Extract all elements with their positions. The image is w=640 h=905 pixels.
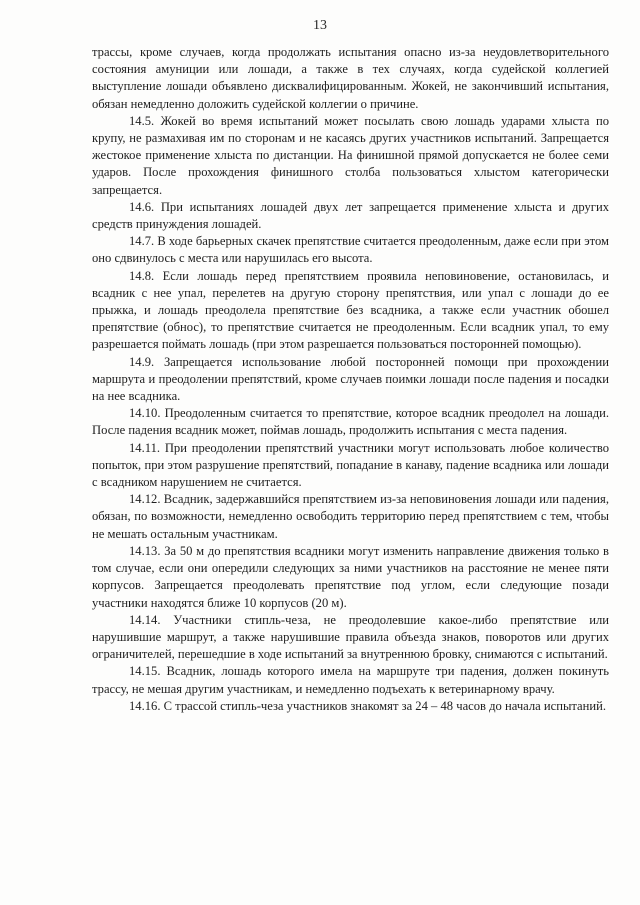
paragraph-14-10: 14.10. Преодоленным считается то препятствие, которое всадник преодолел на лошади. После падения всадник может, поймав лошадь, продолжить испытания с места падения.	[92, 406, 609, 438]
paragraph-14-9: 14.9. Запрещается использование любой посторонней помощи при прохождении маршрута и преодолении препятствий, кроме случаев поимки лошади после падения и посадки на нее всадника.	[92, 354, 609, 404]
paragraph-14-5: 14.5. Жокей во время испытаний может посылать свою лошадь ударами хлыста по крупу, не размахивая им по сторонам и не касаясь других участников испытаний. Запрещается жестокое применение хлыста по дистанции. На финишной прямой допускается не более семи ударов. После прохождения финишного столба пользоваться хлыстом категорически запрещается.	[92, 113, 609, 197]
paragraph-14-13: 14.13. За 50 м до препятствия всадники могут изменить направление движения только в том случае, если они опередили следующих за ними участников на расстояние не менее пяти корпусов. Запрещается преодолевать препятствие под углом, если следующие позади участники находятся ближе 10 корпусов (20 м).	[92, 543, 609, 610]
paragraph-14-6: 14.6. При испытаниях лошадей двух лет запрещается применение хлыста и других средств принуждения лошадей.	[92, 199, 609, 232]
paragraph-14-11: 14.11. При преодолении препятствий участники могут использовать любое количество попыток, при этом разрушение препятствий, попадание в канаву, падение всадника или лошади с всадником нарушением не считается.	[92, 440, 609, 490]
paragraph-continuation: трассы, кроме случаев, когда продолжать испытания опасно из-за неудовлетворительного состояния амуниции или лошади, а также в тех случаях, когда судейской коллегией выступление лошади объявлено дисквалифицированным. Жокей, не закончивший испытания, обязан немедленно доложить судейской коллегии о причине.	[92, 45, 609, 111]
body-text	[92, 44, 609, 715]
paragraph-14-16: 14.16. С трассой стипль-чеза участников знакомят за 24 – 48 часов до начала испытаний.	[129, 698, 607, 713]
paragraph-14-7: 14.7. В ходе барьерных скачек препятствие считается преодоленным, даже если при этом оно сдвинулось с места или нарушилась его высота.	[92, 234, 609, 266]
paragraph-14-8: 14.8. Если лошадь перед препятствием проявила неповиновение, остановилась, и всадник с нее упал, перелетев на другую сторону препятствия, или упал с лошади до ее прыжка, и лошадь преодолела препятствие без всадника, а также если участник обошел препятствие (обнос), то препятствие считается не преодоленным. Если всадник упал, то ему разрешается поймать лошадь (при этом разрешается пользоваться посторонней помощью).	[92, 268, 609, 352]
paragraph-14-14: 14.14. Участники стипль-чеза, не преодолевшие какое-либо препятствие или нарушившие маршрут, а также нарушившие правила объезда знаков, поворотов или других ограничителей, перешедшие в ходе испытаний за внутреннюю бровку, снимаются с испытаний.	[92, 612, 609, 662]
paragraph-14-12: 14.12. Всадник, задержавшийся препятствием из-за неповиновения лошади или падения, обязан, по возможности, немедленно освободить территорию перед препятствием с тем, чтобы не мешать остальным участникам.	[92, 492, 609, 541]
paragraph-14-15: 14.15. Всадник, лошадь которого имела на маршруте три падения, должен покинуть трассу, не мешая другим участникам, и немедленно подъехать к ветеринарному врачу.	[92, 664, 609, 696]
page-number: 13	[313, 18, 327, 33]
